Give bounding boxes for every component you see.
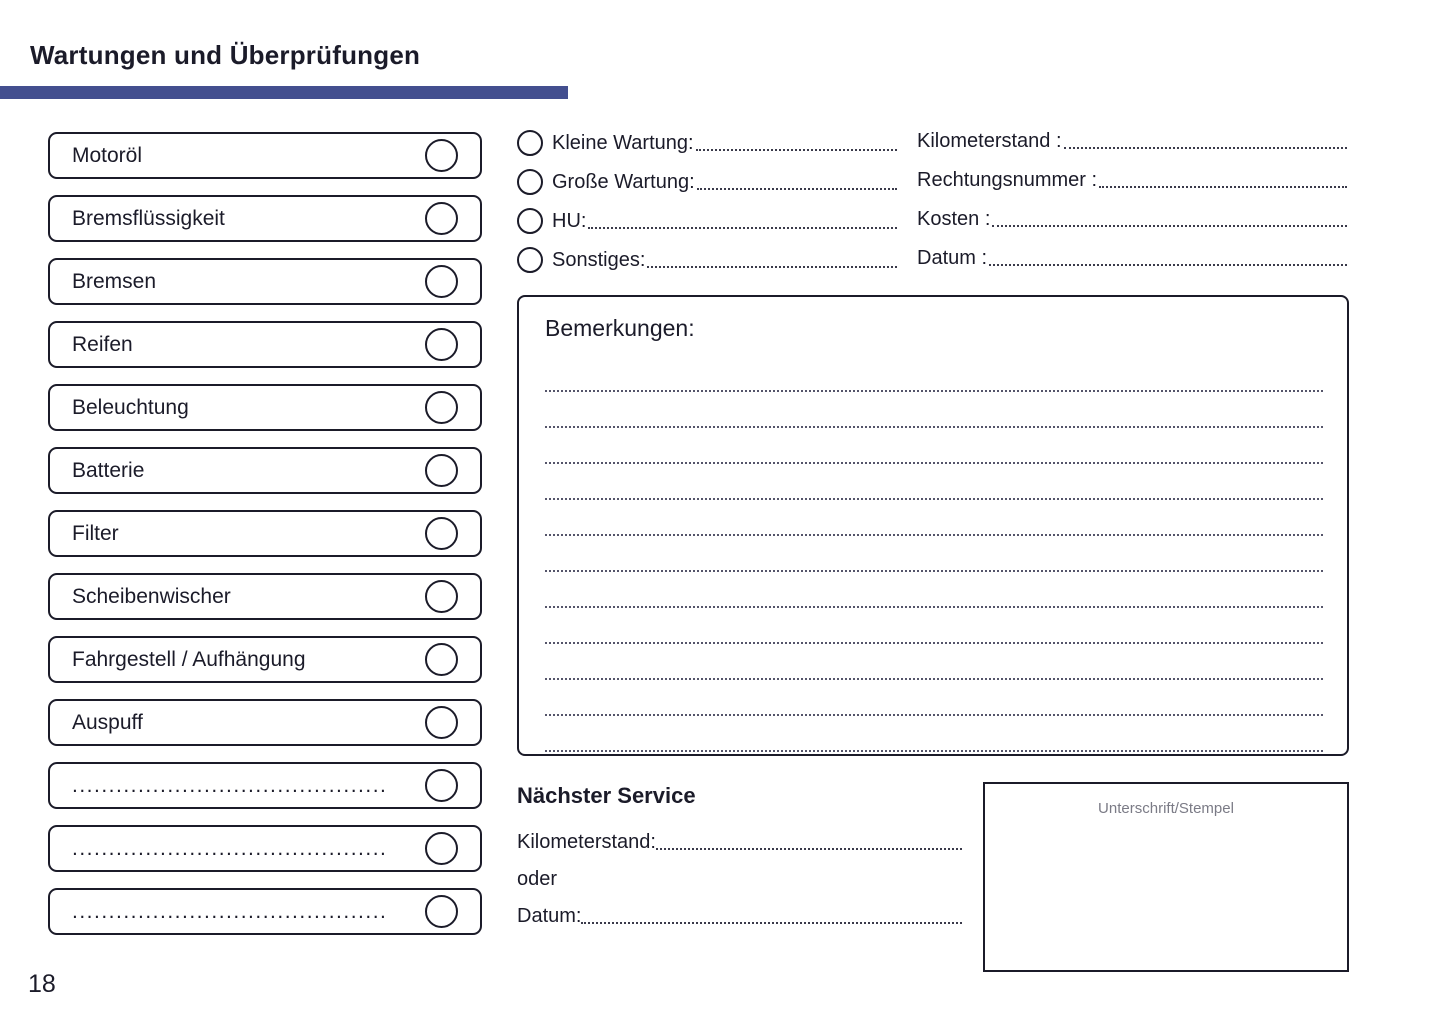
checklist-item-blank[interactable] — [48, 825, 482, 872]
invoice-field-value-line[interactable] — [992, 210, 1347, 227]
checkbox-circle-icon[interactable] — [425, 643, 458, 676]
invoice-field-value-line[interactable] — [1099, 171, 1347, 188]
service-type-option[interactable] — [517, 247, 897, 273]
checklist-item-label: Batterie — [72, 458, 145, 482]
invoice-field-label: Datum : — [917, 247, 988, 269]
checklist-item-blank[interactable] — [48, 888, 482, 935]
radio-circle-icon[interactable] — [517, 130, 543, 156]
radio-circle-icon[interactable] — [517, 208, 543, 234]
checklist-item-blank[interactable] — [48, 762, 482, 809]
invoice-field[interactable] — [917, 169, 1347, 192]
remarks-line[interactable] — [545, 356, 1323, 392]
next-service-odometer-label: Kilometerstand: — [517, 831, 656, 853]
radio-circle-icon[interactable] — [517, 169, 543, 195]
checkbox-circle-icon[interactable] — [425, 139, 458, 172]
service-type-value-line[interactable] — [588, 212, 897, 229]
invoice-field-label: Kosten : — [917, 208, 991, 230]
checkbox-circle-icon[interactable] — [425, 895, 458, 928]
maintenance-checklist — [48, 132, 482, 951]
checklist-item[interactable] — [48, 699, 482, 746]
invoice-field[interactable] — [917, 208, 1347, 231]
checklist-item-label: Scheibenwischer — [72, 584, 231, 608]
checkbox-circle-icon[interactable] — [425, 580, 458, 613]
service-type-label: Sonstiges: — [552, 248, 646, 271]
service-type-option[interactable] — [517, 208, 897, 234]
checklist-item[interactable] — [48, 573, 482, 620]
checklist-item[interactable] — [48, 384, 482, 431]
checklist-item-label: Bremsen — [72, 269, 157, 293]
service-type-grid — [517, 128, 1349, 276]
checkbox-circle-icon[interactable] — [425, 202, 458, 235]
checklist-item-label: Reifen — [72, 332, 133, 356]
next-service-section — [517, 783, 967, 942]
signature-stamp-caption: Unterschrift/Stempel — [1098, 800, 1234, 817]
next-service-date-field[interactable] — [517, 905, 962, 928]
checklist-item[interactable] — [48, 195, 482, 242]
checklist-item[interactable] — [48, 447, 482, 494]
page-title: Wartungen und Überprüfungen — [30, 40, 421, 70]
service-type-label: Kleine Wartung: — [552, 131, 694, 154]
checklist-item-blank-line: ........................................... — [72, 899, 388, 923]
page-number: 18 — [28, 970, 56, 998]
service-type-label: Große Wartung: — [552, 170, 695, 193]
checklist-item-blank-line: ........................................... — [72, 836, 388, 860]
remarks-line[interactable] — [545, 536, 1323, 572]
checklist-item[interactable] — [48, 636, 482, 683]
service-type-option[interactable] — [517, 169, 897, 195]
checklist-item-label: Fahrgestell / Aufhängung — [72, 647, 306, 671]
checklist-item[interactable] — [48, 321, 482, 368]
invoice-field[interactable] — [917, 247, 1347, 270]
title-underline-bar — [0, 86, 568, 99]
signature-stamp-box[interactable] — [983, 782, 1349, 972]
remarks-line[interactable] — [545, 644, 1323, 680]
checklist-item[interactable] — [48, 132, 482, 179]
checklist-item-label: Bremsflüssigkeit — [72, 206, 225, 230]
checkbox-circle-icon[interactable] — [425, 832, 458, 865]
next-service-date-value-line[interactable] — [581, 907, 962, 924]
next-service-odometer-field[interactable] — [517, 831, 962, 854]
checklist-item-label: Filter — [72, 521, 119, 545]
radio-circle-icon[interactable] — [517, 247, 543, 273]
next-service-title: Nächster Service — [517, 783, 696, 808]
remarks-box[interactable] — [517, 295, 1349, 756]
checkbox-circle-icon[interactable] — [425, 454, 458, 487]
invoice-field-value-line[interactable] — [1064, 132, 1347, 149]
checklist-item[interactable] — [48, 510, 482, 557]
service-details-section — [517, 128, 1349, 276]
remarks-line[interactable] — [545, 680, 1323, 716]
remarks-title: Bemerkungen: — [545, 315, 695, 341]
checkbox-circle-icon[interactable] — [425, 706, 458, 739]
remarks-line[interactable] — [545, 572, 1323, 608]
remarks-line[interactable] — [545, 392, 1323, 428]
invoice-field[interactable] — [917, 130, 1347, 153]
invoice-field-value-line[interactable] — [989, 249, 1347, 266]
service-type-value-line[interactable] — [647, 251, 897, 268]
remarks-line[interactable] — [545, 428, 1323, 464]
remarks-line[interactable] — [545, 608, 1323, 644]
checklist-item-label: Auspuff — [72, 710, 143, 734]
checkbox-circle-icon[interactable] — [425, 265, 458, 298]
checklist-item-blank-line: ........................................... — [72, 773, 388, 797]
invoice-field-label: Rechtungsnummer : — [917, 169, 1098, 191]
checkbox-circle-icon[interactable] — [425, 328, 458, 361]
service-type-label: HU: — [552, 209, 587, 232]
next-service-date-label: Datum: — [517, 905, 582, 927]
service-type-value-line[interactable] — [697, 173, 897, 190]
remarks-line[interactable] — [545, 716, 1323, 752]
next-service-odometer-value-line[interactable] — [656, 833, 962, 850]
checkbox-circle-icon[interactable] — [425, 769, 458, 802]
checklist-item-label: Beleuchtung — [72, 395, 189, 419]
service-type-option[interactable] — [517, 130, 897, 156]
checklist-item-label: Motoröl — [72, 143, 143, 167]
remarks-line[interactable] — [545, 500, 1323, 536]
next-service-or-label: oder — [517, 868, 558, 890]
checklist-item[interactable] — [48, 258, 482, 305]
service-type-value-line[interactable] — [696, 134, 897, 151]
invoice-field-label: Kilometerstand : — [917, 130, 1062, 152]
checkbox-circle-icon[interactable] — [425, 517, 458, 550]
checkbox-circle-icon[interactable] — [425, 391, 458, 424]
remarks-line[interactable] — [545, 464, 1323, 500]
